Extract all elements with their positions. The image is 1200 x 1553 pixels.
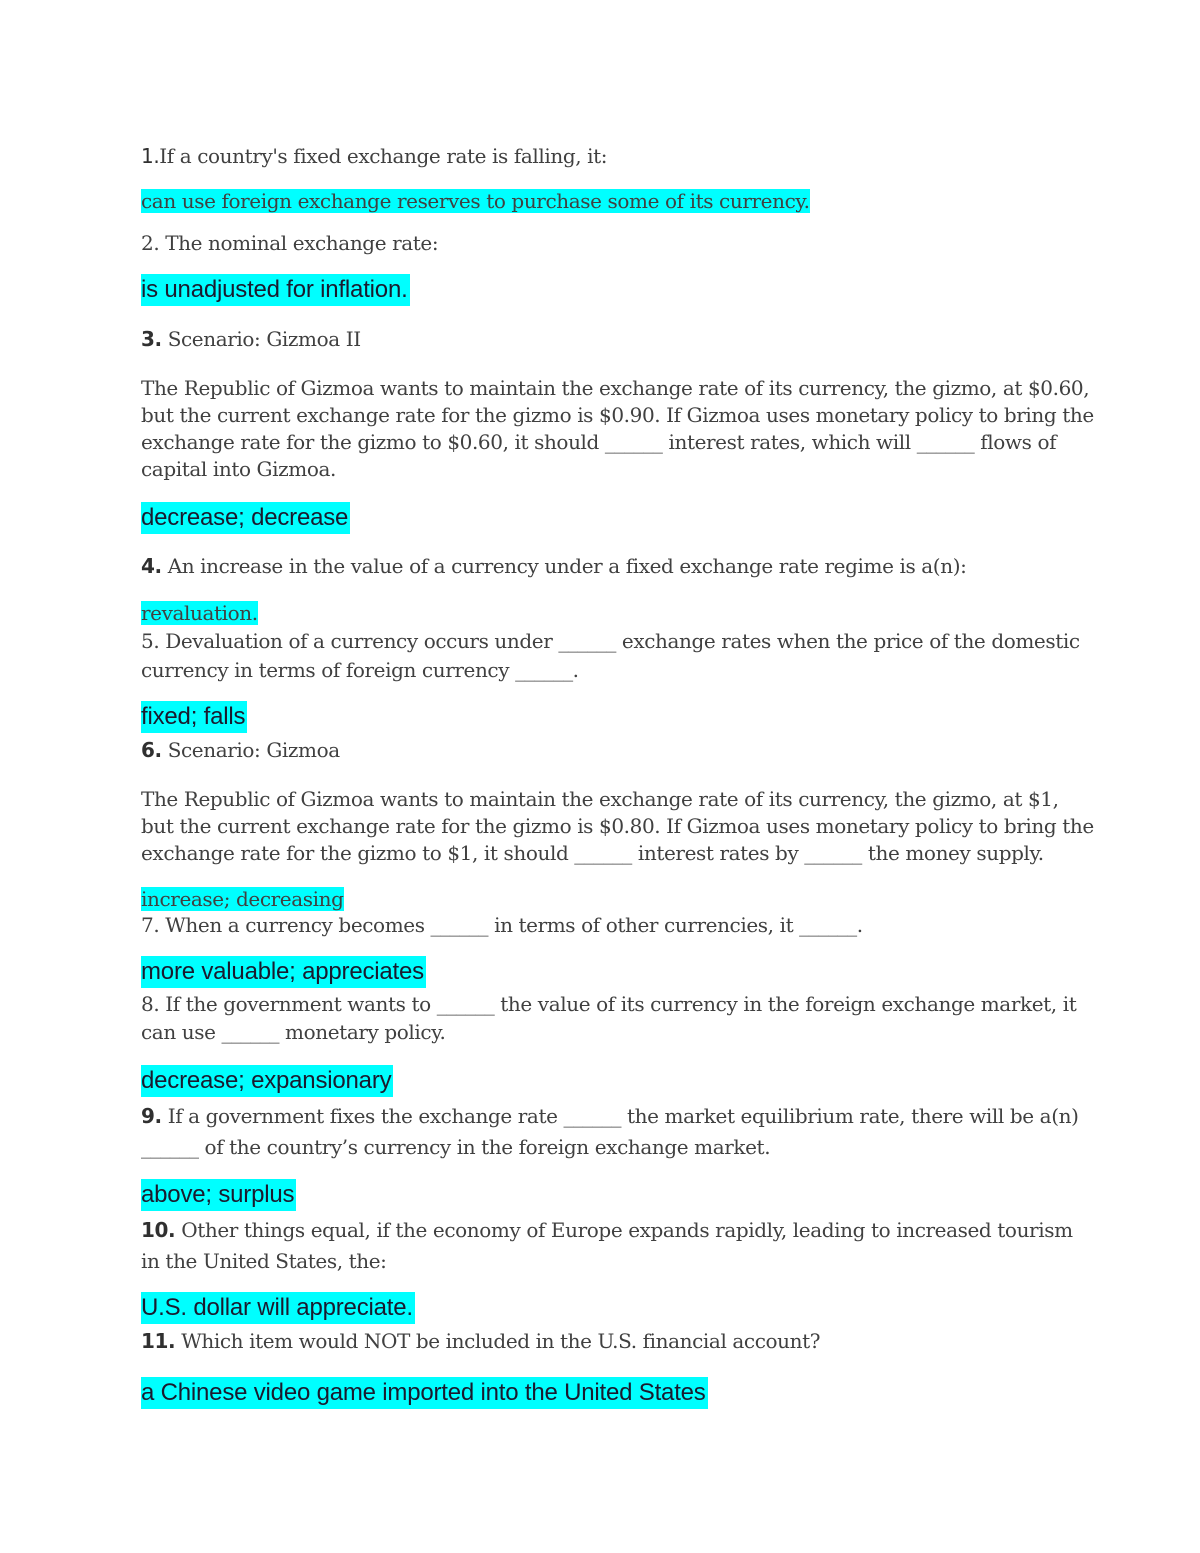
question-10 [141, 1215, 1071, 1277]
answer-4 [141, 600, 1071, 626]
question-line: ______ of the country’s currency in the foreign exchange market. [141, 1135, 771, 1159]
question-text: 2. The nominal exchange rate: [141, 231, 439, 255]
answer-highlight: above; surplus [141, 1179, 296, 1211]
question-text: 7. When a currency becomes ______ in terms of other currencies, it ______. [141, 913, 863, 937]
body-line: The Republic of Gizmoa wants to maintain the exchange rate of its currency, the gizmo, at $0.60, [141, 376, 1090, 400]
question-number: 10. [141, 1218, 176, 1242]
question-3 [141, 326, 1071, 353]
answer-highlight: decrease; decrease [141, 502, 350, 534]
answer-highlight: can use foreign exchange reserves to purchase some of its currency. [141, 189, 810, 213]
body-line: but the current exchange rate for the gizmo is $0.90. If Gizmoa uses monetary policy to bring the [141, 403, 1094, 427]
body-line: but the current exchange rate for the gizmo is $0.80. If Gizmoa uses monetary policy to bring the [141, 814, 1094, 838]
question-1 [141, 143, 1071, 170]
body-line: exchange rate for the gizmo to $0.60, it should ______ interest rates, which will ______ flows of [141, 430, 1057, 454]
answer-2 [141, 274, 1071, 306]
question-line [141, 1215, 1071, 1246]
question-text: Other things equal, if the economy of Europe expands rapidly, leading to increased tourism [181, 1218, 1073, 1242]
body-line: The Republic of Gizmoa wants to maintain the exchange rate of its currency, the gizmo, at $1, [141, 787, 1059, 811]
question-2 [141, 230, 1071, 257]
answer-highlight: increase; decreasing [141, 887, 344, 911]
question-number: 11. [141, 1329, 176, 1353]
question-9 [141, 1101, 1079, 1163]
question-line: can use ______ monetary policy. [141, 1020, 446, 1044]
question-number: 3. [141, 327, 162, 351]
answer-5 [141, 701, 1071, 733]
answer-8 [141, 1065, 1071, 1097]
answer-3 [141, 502, 1071, 534]
question-line: 5. Devaluation of a currency occurs under ______ exchange rates when the price of the domestic [141, 629, 1080, 653]
question-text: If a government fixes the exchange rate ______ the market equilibrium rate, there will be a(n) [167, 1104, 1079, 1128]
question-number: 6. [141, 738, 162, 762]
question-text: Scenario: Gizmoa [167, 738, 340, 762]
body-line: capital into Gizmoa. [141, 457, 336, 481]
question-7 [141, 912, 1071, 939]
answer-highlight: more valuable; appreciates [141, 956, 426, 988]
answer-highlight: revaluation. [141, 601, 258, 625]
answer-7 [141, 956, 1071, 988]
answer-11 [141, 1377, 1071, 1409]
answer-highlight: fixed; falls [141, 701, 247, 733]
question-6-body [141, 786, 1094, 867]
answer-highlight: a Chinese video game imported into the United States [141, 1377, 708, 1409]
question-line: currency in terms of foreign currency ______. [141, 658, 579, 682]
question-text: If a country's fixed exchange rate is falling, it: [159, 144, 608, 168]
answer-10 [141, 1292, 1071, 1324]
question-4 [141, 553, 1071, 580]
question-number: 1. [141, 144, 160, 168]
answer-highlight: decrease; expansionary [141, 1065, 393, 1097]
question-8 [141, 990, 1077, 1046]
question-line [141, 1101, 1079, 1132]
question-text: Which item would NOT be included in the U.S. financial account? [181, 1329, 821, 1353]
question-11 [141, 1328, 1071, 1355]
question-6 [141, 737, 1071, 764]
question-line: 8. If the government wants to ______ the value of its currency in the foreign exchange market, it [141, 992, 1077, 1016]
answer-9 [141, 1179, 1071, 1211]
answer-1 [141, 188, 1071, 214]
question-text: An increase in the value of a currency under a fixed exchange rate regime is a(n): [167, 554, 967, 578]
question-text: Scenario: Gizmoa II [167, 327, 361, 351]
answer-highlight: is unadjusted for inflation. [141, 274, 410, 306]
question-line: in the United States, the: [141, 1249, 387, 1273]
question-3-body [141, 375, 1094, 483]
question-number: 4. [141, 554, 162, 578]
answer-highlight: U.S. dollar will appreciate. [141, 1292, 415, 1324]
answer-6 [141, 886, 1071, 912]
question-number: 9. [141, 1104, 162, 1128]
body-line: exchange rate for the gizmo to $1, it should ______ interest rates by ______ the money supply. [141, 841, 1044, 865]
question-5 [141, 627, 1080, 685]
